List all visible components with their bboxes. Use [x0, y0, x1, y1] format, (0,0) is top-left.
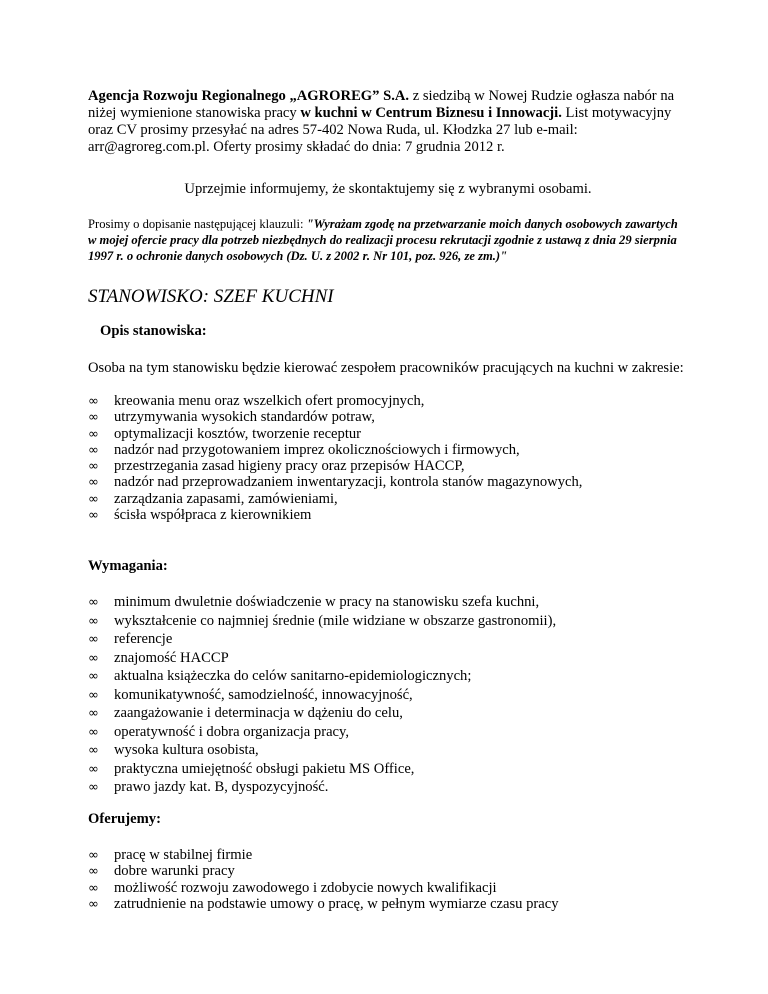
list-item — [88, 760, 708, 779]
bullet-icon: ∞ — [88, 669, 99, 684]
list-item — [88, 474, 708, 490]
list-item-text: nadzór nad przeprowadzaniem inwentaryzacji, kontrola stanów magazynowych, — [114, 474, 583, 491]
list-item-text: praktyczna umiejętność obsługi pakietu MS Office, — [114, 760, 415, 777]
list-item-text: zarządzania zapasami, zamówieniami, — [114, 490, 338, 507]
list-item-text: optymalizacji kosztów, tworzenie receptur — [114, 425, 362, 442]
intro-text: z siedzibą w Nowej Rudzie ogłasza nabór na niżej wymienione stanowiska pracy — [88, 88, 675, 121]
bullet-icon: ∞ — [88, 475, 99, 491]
list-item — [88, 847, 708, 863]
bullet-icon: ∞ — [88, 613, 99, 629]
list-item — [88, 667, 708, 686]
application-instructions: List motywacyjny oraz CV prosimy przesyłać na adres 57-402 Nowa Ruda, ul. Kłodzka 27 lub e-mail: arr@agroreg.com.pl. Oferty prosimy składać do dnia: 7 grudnia 2012 r. — [88, 105, 672, 155]
bullet-icon: ∞ — [88, 410, 99, 426]
list-item-text: przestrzegania zasad higieny pracy oraz przepisów HACCP, — [114, 458, 465, 475]
list-item-text: operatywność i dobra organizacja pracy, — [114, 723, 350, 740]
list-item — [88, 741, 708, 760]
consent-prefix: Prosimy o dopisanie następującej klauzuli: — [88, 216, 307, 231]
bullet-icon: ∞ — [88, 848, 99, 863]
list-item — [88, 896, 708, 912]
bullet-icon: ∞ — [88, 632, 99, 647]
organization-name: Agencja Rozwoju Regionalnego „AGROREG” S.A. — [88, 88, 410, 104]
requirements-list — [88, 593, 708, 797]
bullet-icon: ∞ — [88, 864, 99, 880]
description-lead: Osoba na tym stanowisku będzie kierować zespołem pracowników pracujących na kuchni w zakresie: — [88, 360, 684, 376]
list-item-text: zatrudnienie na podstawie umowy o pracę, w pełnym wymiarze czasu pracy — [114, 895, 559, 912]
list-item — [88, 686, 708, 705]
list-item-text: pracę w stabilnej firmie — [114, 847, 253, 863]
bullet-icon: ∞ — [88, 442, 99, 458]
list-item-text: komunikatywność, samodzielność, innowacyjność, — [114, 686, 413, 703]
list-item-text: możliwość rozwoju zawodowego i zdobycie nowych kwalifikacji — [114, 879, 497, 896]
bullet-icon: ∞ — [88, 394, 99, 409]
list-item — [88, 507, 708, 523]
list-item-text: utrzymywania wysokich standardów potraw, — [114, 409, 375, 426]
list-item-text: kreowania menu oraz wszelkich ofert promocyjnych, — [114, 393, 425, 409]
bullet-icon: ∞ — [88, 426, 99, 442]
consent-clause: "Wyrażam zgodę na przetwarzanie moich danych osobowych zawartych w mojej ofercie pracy dla potrzeb niezbędnych do realizacji procesu rekrutacji zgodnie z ustawą z dnia 29 sierpnia 1997 r. o ochronie danych osobowych (Dz. U. z 2002 r. Nr 101, poz. 926, ze zm.)" — [88, 216, 678, 263]
list-item — [88, 649, 708, 668]
list-item-text: referencje — [114, 631, 173, 647]
bullet-icon: ∞ — [88, 687, 99, 703]
list-item-text: aktualna książeczka do celów sanitarno-epidemiologicznych; — [114, 668, 472, 684]
list-item-text: wysoka kultura osobista, — [114, 742, 259, 758]
bullet-icon: ∞ — [88, 880, 99, 896]
list-item — [88, 458, 708, 474]
bullet-icon: ∞ — [88, 508, 99, 524]
list-item — [88, 409, 708, 425]
list-item — [88, 723, 708, 742]
list-item — [88, 612, 708, 631]
bullet-icon: ∞ — [88, 896, 99, 912]
bullet-icon: ∞ — [88, 724, 99, 740]
bullet-icon: ∞ — [88, 743, 99, 758]
requirements-title: Wymagania: — [88, 558, 168, 574]
list-item — [88, 630, 708, 649]
list-item — [88, 426, 708, 442]
workplace-location: w kuchni w Centrum Biznesu i Innowacji. — [300, 105, 562, 121]
description-title: Opis stanowiska: — [100, 323, 207, 339]
offer-list — [88, 847, 708, 912]
list-item-text: nadzór nad przygotowaniem imprez okolicznościowych i firmowych, — [114, 441, 520, 458]
list-item — [88, 863, 708, 879]
description-list — [88, 393, 708, 523]
list-item-text: zaangażowanie i determinacja w dążeniu do celu, — [114, 705, 403, 721]
bullet-icon: ∞ — [88, 459, 99, 475]
list-item — [88, 442, 708, 458]
list-item — [88, 704, 708, 723]
list-item — [88, 393, 708, 409]
list-item-text: wykształcenie co najmniej średnie (mile widziane w obszarze gastronomii), — [114, 612, 557, 629]
bullet-icon: ∞ — [88, 491, 99, 507]
bullet-icon: ∞ — [88, 706, 99, 721]
list-item — [88, 778, 708, 797]
bullet-icon: ∞ — [88, 780, 99, 795]
list-item — [88, 593, 708, 612]
bullet-icon: ∞ — [88, 761, 99, 777]
list-item-text: dobre warunki pracy — [114, 863, 235, 880]
list-item — [88, 880, 708, 896]
bullet-icon: ∞ — [88, 650, 99, 666]
list-item — [88, 491, 708, 507]
intro-paragraph — [88, 88, 688, 156]
position-title: STANOWISKO: SZEF KUCHNI — [88, 286, 334, 307]
list-item-text: minimum dwuletnie doświadczenie w pracy na stanowisku szefa kuchni, — [114, 594, 540, 610]
offer-title: Oferujemy: — [88, 811, 161, 827]
contact-notice: Uprzejmie informujemy, że skontaktujemy się z wybranymi osobami. — [184, 180, 592, 197]
bullet-icon: ∞ — [88, 595, 99, 610]
list-item-text: prawo jazdy kat. B, dyspozycyjność. — [114, 779, 329, 795]
consent-paragraph — [88, 216, 688, 264]
list-item-text: ścisła współpraca z kierownikiem — [114, 507, 312, 524]
list-item-text: znajomość HACCP — [114, 649, 229, 666]
